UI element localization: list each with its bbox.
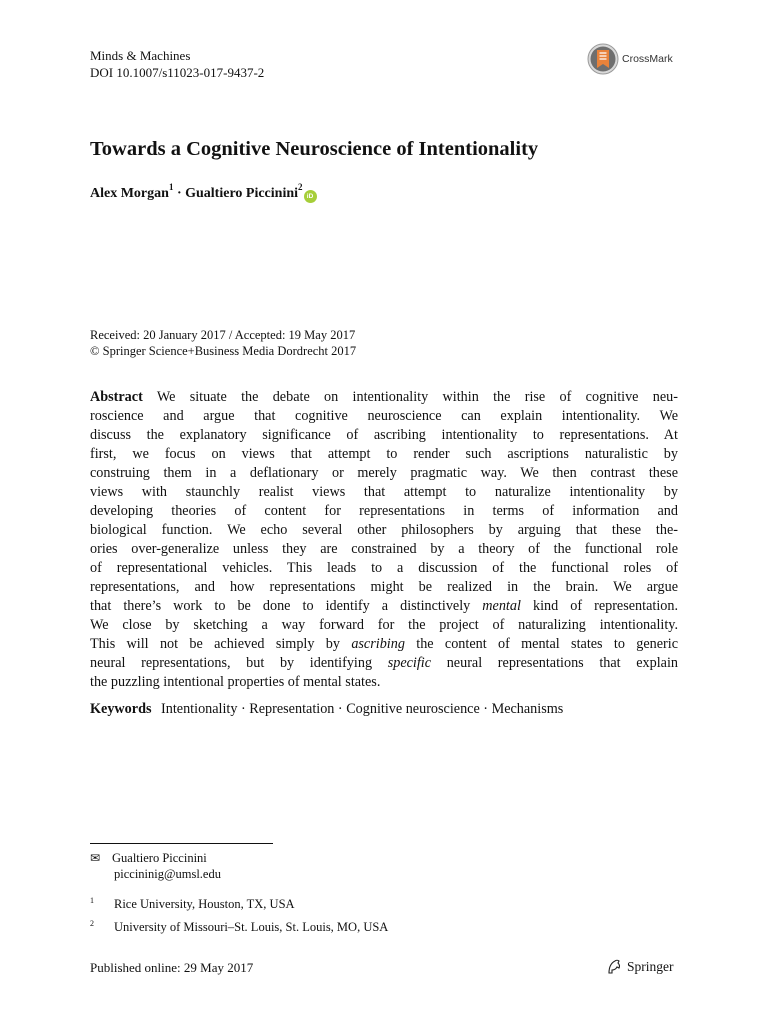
orcid-icon[interactable]: iD (304, 190, 317, 203)
abstract-label: Abstract (90, 389, 143, 405)
received-accepted: Received: 20 January 2017 / Accepted: 19 May 2017 (90, 328, 356, 342)
crossmark-badge[interactable] (587, 42, 682, 76)
emphasis: mental (482, 598, 521, 614)
keywords (90, 701, 563, 718)
publisher-logo[interactable] (606, 958, 674, 975)
affiliation (90, 916, 388, 935)
emphasis: ascribing (351, 636, 405, 652)
correspondence (90, 850, 221, 882)
article-dates (90, 327, 356, 359)
journal-header (90, 47, 264, 81)
doi[interactable]: DOI 10.1007/s11023-017-9437-2 (90, 65, 265, 80)
abstract-line: ories over-generalize unless they are constrained by a theory of the functional role (90, 541, 678, 557)
abstract-line: of representational vehicles. This leads to a discussion of the functional roles of (90, 560, 678, 576)
abstract-line: the puzzling intentional properties of mental states. (90, 674, 381, 690)
abstract (90, 388, 678, 692)
email-link[interactable]: piccininig@umsl.edu (114, 867, 221, 881)
affiliation-text: University of Missouri–St. Louis, St. Louis, MO, USA (114, 920, 389, 934)
abstract-line: construing them in a deflationary or merely pragmatic way. We then contrast these (90, 465, 678, 481)
abstract-line: representations, and how representations might be realized in the brain. We argue (90, 579, 678, 595)
abstract-line: roscience and argue that cognitive neuroscience can explain intentionality. We (90, 408, 678, 424)
abstract-line: neural representations, but by identifying specific neural representations that explain (90, 655, 679, 671)
abstract-line: This will not be achieved simply by ascribing the content of mental states to generic (90, 636, 679, 652)
springer-horse-icon (606, 958, 623, 975)
affiliation-marker: 2 (298, 182, 303, 192)
abstract-line: first, we focus on views that attempt to render such ascriptions naturalistic by (90, 446, 678, 462)
affiliation-marker: 1 (168, 182, 174, 192)
crossmark-label: CrossMark (622, 53, 673, 65)
author-name: Alex Morgan (90, 186, 169, 201)
abstract-line: views with staunchly realist views that attempt to naturalize intentionality by (90, 484, 678, 500)
abstract-line: developing theories of content for representations in terms of information and (90, 503, 678, 519)
published-online: Published online: 29 May 2017 (90, 960, 254, 975)
affiliation (90, 893, 295, 912)
abstract-line: Abstract We situate the debate on intentionality within the rise of cognitive neu- (90, 389, 678, 405)
keywords-label: Keywords (90, 701, 152, 717)
author-list (90, 182, 317, 203)
corresponding-author: Gualtiero Piccinini (112, 851, 207, 865)
copyright: © Springer Science+Business Media Dordrecht 2017 (90, 344, 357, 358)
paper-title: Towards a Cognitive Neuroscience of Intentionality (90, 138, 539, 160)
emphasis: specific (387, 655, 432, 671)
envelope-icon: ✉ (90, 851, 101, 865)
affiliation-text: Rice University, Houston, TX, USA (114, 897, 295, 911)
abstract-line: that there’s work to be done to identify a distinctively mental kind of representation. (90, 598, 679, 614)
keywords-list: Intentionality · Representation · Cognitive neuroscience · Mechanisms (161, 701, 564, 717)
affiliation-number: 1 (90, 896, 94, 905)
abstract-line: discuss the explanatory significance of ascribing intentionality to representations. At (90, 427, 678, 443)
crossmark-icon (587, 43, 619, 75)
publisher-name: Springer (627, 958, 674, 974)
abstract-line: We close by sketching a way forward for the project of naturalizing intentionality. (90, 617, 678, 633)
abstract-line: biological function. We echo several other philosophers by arguing that these the- (90, 522, 678, 538)
journal-name: Minds & Machines (90, 48, 191, 63)
affiliation-number: 2 (90, 919, 94, 928)
author-separator: · (176, 186, 182, 201)
author-name: Gualtiero Piccinini (185, 186, 299, 201)
footnote-divider (90, 843, 273, 844)
